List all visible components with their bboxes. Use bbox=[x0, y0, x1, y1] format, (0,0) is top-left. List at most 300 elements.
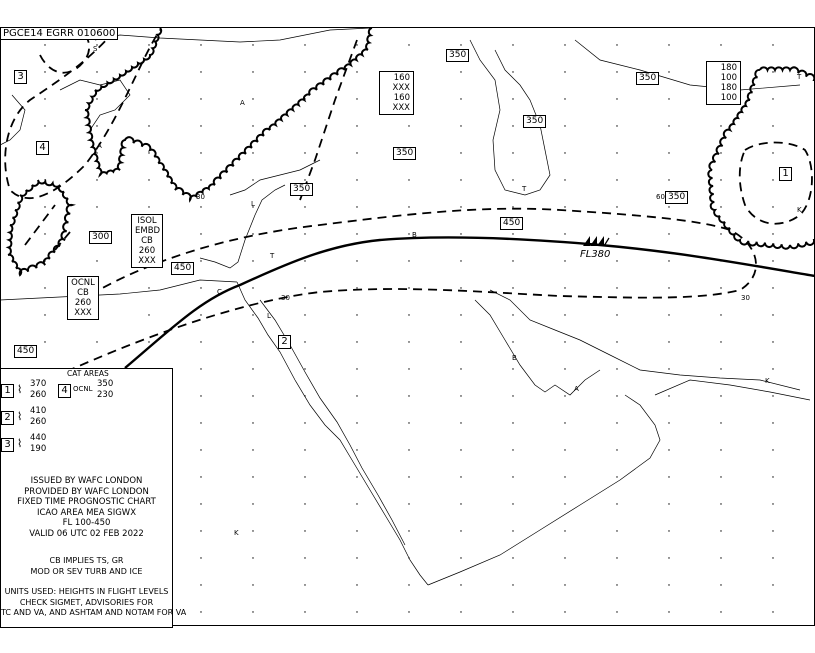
grid-dot bbox=[668, 44, 669, 45]
grid-dot bbox=[200, 584, 201, 585]
grid-dot bbox=[460, 44, 461, 45]
grid-dot bbox=[356, 125, 357, 126]
grid-dot bbox=[304, 422, 305, 423]
grid-dot bbox=[720, 557, 721, 558]
grid-dot bbox=[304, 71, 305, 72]
grid-dot bbox=[356, 422, 357, 423]
grid-dot bbox=[408, 233, 409, 234]
grid-dot bbox=[564, 152, 565, 153]
place-letter: A bbox=[574, 385, 579, 393]
grid-dot bbox=[96, 206, 97, 207]
place-letter: L bbox=[251, 200, 255, 208]
legend-panel bbox=[0, 368, 187, 628]
grid-dot bbox=[616, 287, 617, 288]
grid-dot bbox=[44, 44, 45, 45]
grid-dot bbox=[668, 503, 669, 504]
grid-dot bbox=[304, 206, 305, 207]
grid-dot bbox=[668, 98, 669, 99]
grid-dot bbox=[668, 422, 669, 423]
cat-icon: ⌇ bbox=[17, 383, 23, 396]
grid-dot bbox=[668, 179, 669, 180]
grid-dot bbox=[564, 179, 565, 180]
grid-dot bbox=[460, 557, 461, 558]
grid-dot bbox=[512, 125, 513, 126]
grid-dot bbox=[512, 395, 513, 396]
grid-dot bbox=[772, 314, 773, 315]
cb-scalloped-outline bbox=[8, 180, 72, 275]
grid-dot bbox=[772, 260, 773, 261]
grid-dot bbox=[252, 341, 253, 342]
cat-icon: ⌇ bbox=[17, 410, 23, 423]
grid-dot bbox=[200, 44, 201, 45]
grid-dot bbox=[44, 341, 45, 342]
grid-dot bbox=[304, 44, 305, 45]
place-letter: C bbox=[217, 288, 222, 296]
grid-dot bbox=[356, 557, 357, 558]
place-letter: K bbox=[765, 377, 770, 385]
misc-label: 60 bbox=[656, 193, 665, 201]
legend-title: CAT AREAS bbox=[67, 369, 109, 378]
grid-dot bbox=[512, 341, 513, 342]
place-letter: K bbox=[797, 206, 802, 214]
grid-dot bbox=[564, 476, 565, 477]
fl-label: 350 bbox=[446, 49, 469, 62]
grid-dot bbox=[564, 314, 565, 315]
legend-row-values: 440 190 bbox=[30, 433, 47, 454]
grid-dot bbox=[772, 530, 773, 531]
grid-dot bbox=[772, 557, 773, 558]
grid-dot bbox=[512, 422, 513, 423]
grid-dot bbox=[356, 71, 357, 72]
grid-dot bbox=[512, 152, 513, 153]
grid-dot bbox=[460, 233, 461, 234]
grid-dot bbox=[96, 341, 97, 342]
grid-dot bbox=[356, 314, 357, 315]
grid-dot bbox=[564, 368, 565, 369]
grid-dot bbox=[564, 260, 565, 261]
grid-dot bbox=[668, 449, 669, 450]
grid-dot bbox=[408, 530, 409, 531]
grid-dot bbox=[44, 314, 45, 315]
grid-dot bbox=[356, 206, 357, 207]
grid-dot bbox=[720, 206, 721, 207]
grid-dot bbox=[356, 287, 357, 288]
grid-dot bbox=[252, 368, 253, 369]
cb-box-ocnl: OCNL CB 260 XXX bbox=[67, 276, 99, 320]
grid-dot bbox=[772, 233, 773, 234]
grid-dot bbox=[252, 44, 253, 45]
grid-dot bbox=[772, 368, 773, 369]
grid-dot bbox=[356, 395, 357, 396]
grid-dot bbox=[252, 503, 253, 504]
grid-dot bbox=[564, 125, 565, 126]
grid-dot bbox=[148, 287, 149, 288]
grid-dot bbox=[304, 368, 305, 369]
grid-dot bbox=[772, 206, 773, 207]
grid-dot bbox=[512, 179, 513, 180]
grid-dot bbox=[720, 368, 721, 369]
grid-dot bbox=[720, 152, 721, 153]
grid-dot bbox=[252, 287, 253, 288]
grid-dot bbox=[408, 287, 409, 288]
fl-label: 450 bbox=[171, 262, 194, 275]
grid-dot bbox=[564, 341, 565, 342]
grid-dot bbox=[200, 206, 201, 207]
grid-dot bbox=[460, 125, 461, 126]
grid-dot bbox=[616, 233, 617, 234]
grid-dot bbox=[460, 71, 461, 72]
grid-dot bbox=[668, 233, 669, 234]
grid-dot bbox=[356, 98, 357, 99]
grid-dot bbox=[408, 260, 409, 261]
grid-dot bbox=[408, 206, 409, 207]
grid-dot bbox=[720, 584, 721, 585]
grid-dot bbox=[720, 314, 721, 315]
grid-dot bbox=[304, 341, 305, 342]
grid-dot bbox=[720, 476, 721, 477]
grid-dot bbox=[460, 98, 461, 99]
place-letter: S bbox=[93, 45, 98, 53]
place-letter: T bbox=[522, 185, 527, 193]
legend-row-number: 4 bbox=[58, 384, 71, 398]
grid-dot bbox=[772, 287, 773, 288]
place-letter: B bbox=[512, 354, 517, 362]
cb-area-number: 4 bbox=[36, 141, 49, 155]
legend-row-values: 410 260 bbox=[30, 406, 47, 427]
grid-dot bbox=[772, 449, 773, 450]
misc-label: 30 bbox=[741, 294, 750, 302]
grid-dot bbox=[356, 611, 357, 612]
grid-dot bbox=[304, 179, 305, 180]
grid-dot bbox=[564, 611, 565, 612]
grid-dot bbox=[408, 395, 409, 396]
grid-dot bbox=[44, 206, 45, 207]
grid-dot bbox=[96, 71, 97, 72]
grid-dot bbox=[512, 503, 513, 504]
cb-box-isol: ISOL EMBD CB 260 XXX bbox=[131, 214, 163, 268]
grid-dot bbox=[564, 206, 565, 207]
misc-label: 30 bbox=[196, 193, 205, 201]
grid-dot bbox=[772, 152, 773, 153]
grid-dot bbox=[96, 125, 97, 126]
grid-dot bbox=[304, 584, 305, 585]
grid-dot bbox=[720, 449, 721, 450]
place-letter: T bbox=[797, 73, 802, 81]
grid-dot bbox=[460, 206, 461, 207]
fl-label: 350 bbox=[636, 72, 659, 85]
grid-dot bbox=[200, 530, 201, 531]
place-letter: K bbox=[234, 529, 239, 537]
grid-dot bbox=[252, 98, 253, 99]
grid-dot bbox=[408, 611, 409, 612]
grid-dot bbox=[616, 341, 617, 342]
grid-dot bbox=[616, 152, 617, 153]
grid-dot bbox=[408, 125, 409, 126]
grid-dot bbox=[460, 287, 461, 288]
grid-dot bbox=[668, 584, 669, 585]
grid-dot bbox=[304, 260, 305, 261]
grid-dot bbox=[668, 611, 669, 612]
grid-dot bbox=[564, 71, 565, 72]
grid-dot bbox=[668, 287, 669, 288]
grid-dot bbox=[200, 611, 201, 612]
grid-dot bbox=[304, 125, 305, 126]
grid-dot bbox=[616, 44, 617, 45]
grid-dot bbox=[720, 503, 721, 504]
grid-dot bbox=[356, 341, 357, 342]
grid-dot bbox=[408, 368, 409, 369]
grid-dot bbox=[512, 233, 513, 234]
grid-dot bbox=[200, 314, 201, 315]
grid-dot bbox=[460, 179, 461, 180]
grid-dot bbox=[200, 71, 201, 72]
grid-dot bbox=[668, 260, 669, 261]
grid-dot bbox=[460, 503, 461, 504]
grid-dot bbox=[616, 530, 617, 531]
grid-dot bbox=[616, 584, 617, 585]
grid-dot bbox=[304, 476, 305, 477]
grid-dot bbox=[148, 44, 149, 45]
grid-dot bbox=[616, 476, 617, 477]
grid-dot bbox=[564, 44, 565, 45]
grid-dot bbox=[564, 584, 565, 585]
grid-dot bbox=[512, 368, 513, 369]
grid-dot bbox=[200, 152, 201, 153]
place-letter: L bbox=[267, 312, 271, 320]
grid-dot bbox=[512, 530, 513, 531]
grid-dot bbox=[668, 395, 669, 396]
jet-point-label: B bbox=[412, 231, 417, 239]
grid-dot bbox=[408, 584, 409, 585]
grid-dot bbox=[460, 449, 461, 450]
cb-area-number: 1 bbox=[779, 167, 792, 181]
grid-dot bbox=[668, 125, 669, 126]
legend-row4-type: OCNL bbox=[73, 385, 93, 393]
grid-dot bbox=[512, 260, 513, 261]
grid-dot bbox=[148, 152, 149, 153]
grid-dot bbox=[408, 314, 409, 315]
grid-dot bbox=[304, 233, 305, 234]
grid-dot bbox=[772, 584, 773, 585]
grid-dot bbox=[460, 314, 461, 315]
grid-dot bbox=[616, 314, 617, 315]
grid-dot bbox=[148, 179, 149, 180]
grid-dot bbox=[252, 314, 253, 315]
grid-dot bbox=[720, 395, 721, 396]
grid-dot bbox=[772, 476, 773, 477]
grid-dot bbox=[668, 314, 669, 315]
grid-dot bbox=[200, 368, 201, 369]
grid-dot bbox=[616, 449, 617, 450]
grid-dot bbox=[772, 422, 773, 423]
fl-label: 350 bbox=[523, 115, 546, 128]
misc-label: 30 bbox=[281, 294, 290, 302]
grid-dot bbox=[304, 557, 305, 558]
grid-dot bbox=[356, 152, 357, 153]
grid-dot bbox=[720, 530, 721, 531]
grid-dot bbox=[148, 71, 149, 72]
grid-dot bbox=[616, 422, 617, 423]
grid-dot bbox=[252, 476, 253, 477]
grid-dot bbox=[772, 611, 773, 612]
cat-icon: ⌇ bbox=[17, 437, 23, 450]
grid-dot bbox=[720, 287, 721, 288]
cb-box-top-center: 160 XXX 160 XXX bbox=[379, 71, 414, 115]
grid-dot bbox=[252, 395, 253, 396]
grid-dot bbox=[460, 341, 461, 342]
grid-dot bbox=[44, 98, 45, 99]
grid-dot bbox=[616, 503, 617, 504]
grid-dot bbox=[356, 233, 357, 234]
grid-dot bbox=[616, 98, 617, 99]
grid-dot bbox=[772, 98, 773, 99]
grid-dot bbox=[668, 368, 669, 369]
grid-dot bbox=[200, 557, 201, 558]
grid-dot bbox=[148, 341, 149, 342]
grid-dot bbox=[512, 314, 513, 315]
grid-dot bbox=[460, 368, 461, 369]
grid-dot bbox=[564, 395, 565, 396]
grid-dot bbox=[44, 233, 45, 234]
grid-dot bbox=[200, 233, 201, 234]
grid-dot bbox=[408, 476, 409, 477]
grid-dot bbox=[616, 71, 617, 72]
grid-dot bbox=[96, 152, 97, 153]
grid-dot bbox=[408, 503, 409, 504]
legend-row-number: 3 bbox=[1, 438, 14, 452]
legend-row-number: 2 bbox=[1, 411, 14, 425]
grid-dot bbox=[720, 44, 721, 45]
grid-dot bbox=[512, 557, 513, 558]
grid-dot bbox=[512, 449, 513, 450]
grid-dot bbox=[512, 584, 513, 585]
grid-dot bbox=[408, 341, 409, 342]
grid-dot bbox=[460, 584, 461, 585]
grid-dot bbox=[668, 206, 669, 207]
legend-row-values: 370 260 bbox=[30, 379, 47, 400]
grid-dot bbox=[616, 260, 617, 261]
grid-dot bbox=[304, 287, 305, 288]
grid-dot bbox=[512, 98, 513, 99]
grid-dot bbox=[668, 530, 669, 531]
grid-dot bbox=[616, 206, 617, 207]
grid-dot bbox=[512, 71, 513, 72]
grid-dot bbox=[512, 611, 513, 612]
jet-wind-flags bbox=[583, 236, 604, 246]
grid-dot bbox=[460, 152, 461, 153]
jet-fl-label: FL380 bbox=[580, 249, 611, 260]
grid-dot bbox=[252, 530, 253, 531]
grid-dot bbox=[356, 503, 357, 504]
grid-dot bbox=[772, 179, 773, 180]
fl-label: 450 bbox=[500, 217, 523, 230]
grid-dot bbox=[200, 395, 201, 396]
grid-dot bbox=[252, 557, 253, 558]
grid-dot bbox=[512, 44, 513, 45]
cb-area-number: 2 bbox=[278, 335, 291, 349]
notes-block: CB IMPLIES TS, GR MOD OR SEV TURB AND ICE UNITS USED: HEIGHTS IN FLIGHT LEVELS CHECK SIGMET, ADVISORIES FOR TC AND VA, AND ASHTAM AND NOTAM FOR VA bbox=[1, 556, 187, 617]
jet-stream bbox=[125, 236, 815, 368]
grid-dot bbox=[720, 611, 721, 612]
grid-dot bbox=[564, 503, 565, 504]
grid-dot bbox=[148, 314, 149, 315]
grid-dot bbox=[304, 449, 305, 450]
grid-dot bbox=[720, 125, 721, 126]
cb-scalloped-outline bbox=[85, 28, 372, 200]
grid-dot bbox=[304, 503, 305, 504]
fl-label: 450 bbox=[14, 345, 37, 358]
grid-dot bbox=[460, 395, 461, 396]
grid-dot bbox=[668, 476, 669, 477]
grid-dot bbox=[564, 287, 565, 288]
grid-dot bbox=[252, 584, 253, 585]
grid-dot bbox=[252, 260, 253, 261]
grid-dot bbox=[720, 341, 721, 342]
grid-dot bbox=[356, 530, 357, 531]
fl-label: 350 bbox=[665, 191, 688, 204]
grid-dot bbox=[200, 422, 201, 423]
grid-dot bbox=[200, 125, 201, 126]
grid-dot bbox=[96, 98, 97, 99]
grid-dot bbox=[200, 449, 201, 450]
grid-dot bbox=[356, 476, 357, 477]
grid-dot bbox=[200, 476, 201, 477]
grid-dot bbox=[356, 44, 357, 45]
grid-dot bbox=[200, 179, 201, 180]
grid-dot bbox=[616, 611, 617, 612]
grid-dot bbox=[304, 611, 305, 612]
grid-dot bbox=[96, 179, 97, 180]
grid-dot bbox=[772, 125, 773, 126]
grid-dot bbox=[668, 557, 669, 558]
grid-dot bbox=[512, 206, 513, 207]
issued-block: ISSUED BY WAFC LONDON PROVIDED BY WAFC LONDON FIXED TIME PROGNOSTIC CHART ICAO AREA MEA SIGWX FL 100-450 VALID 06 UTC 02 FEB 2022 bbox=[17, 476, 156, 539]
grid-dot bbox=[148, 206, 149, 207]
grid-dot bbox=[408, 44, 409, 45]
grid-dot bbox=[356, 179, 357, 180]
grid-dot bbox=[720, 422, 721, 423]
grid-dot bbox=[772, 503, 773, 504]
grid-dot bbox=[356, 584, 357, 585]
grid-dot bbox=[772, 44, 773, 45]
grid-dot bbox=[356, 449, 357, 450]
grid-dot bbox=[564, 98, 565, 99]
grid-dot bbox=[252, 233, 253, 234]
jet-axis bbox=[125, 238, 815, 368]
fl-label: 350 bbox=[393, 147, 416, 160]
grid-dot bbox=[200, 341, 201, 342]
grid-dot bbox=[616, 368, 617, 369]
grid-dot bbox=[512, 287, 513, 288]
grid-dot bbox=[564, 449, 565, 450]
place-letter: T bbox=[270, 252, 275, 260]
legend-row-values: 350 230 bbox=[97, 379, 114, 400]
grid-dot bbox=[720, 179, 721, 180]
grid-dot bbox=[44, 287, 45, 288]
grid-dot bbox=[44, 125, 45, 126]
fl-label: 300 bbox=[89, 231, 112, 244]
grid-dot bbox=[668, 152, 669, 153]
grid-dot bbox=[564, 557, 565, 558]
grid-dot bbox=[616, 557, 617, 558]
place-letter: A bbox=[240, 99, 245, 107]
grid-dot bbox=[148, 98, 149, 99]
cb-box-top-right: 180 100 180 100 bbox=[706, 61, 741, 105]
grid-dot bbox=[668, 341, 669, 342]
grid-dot bbox=[668, 71, 669, 72]
grid-dot bbox=[616, 125, 617, 126]
grid-dot bbox=[96, 260, 97, 261]
